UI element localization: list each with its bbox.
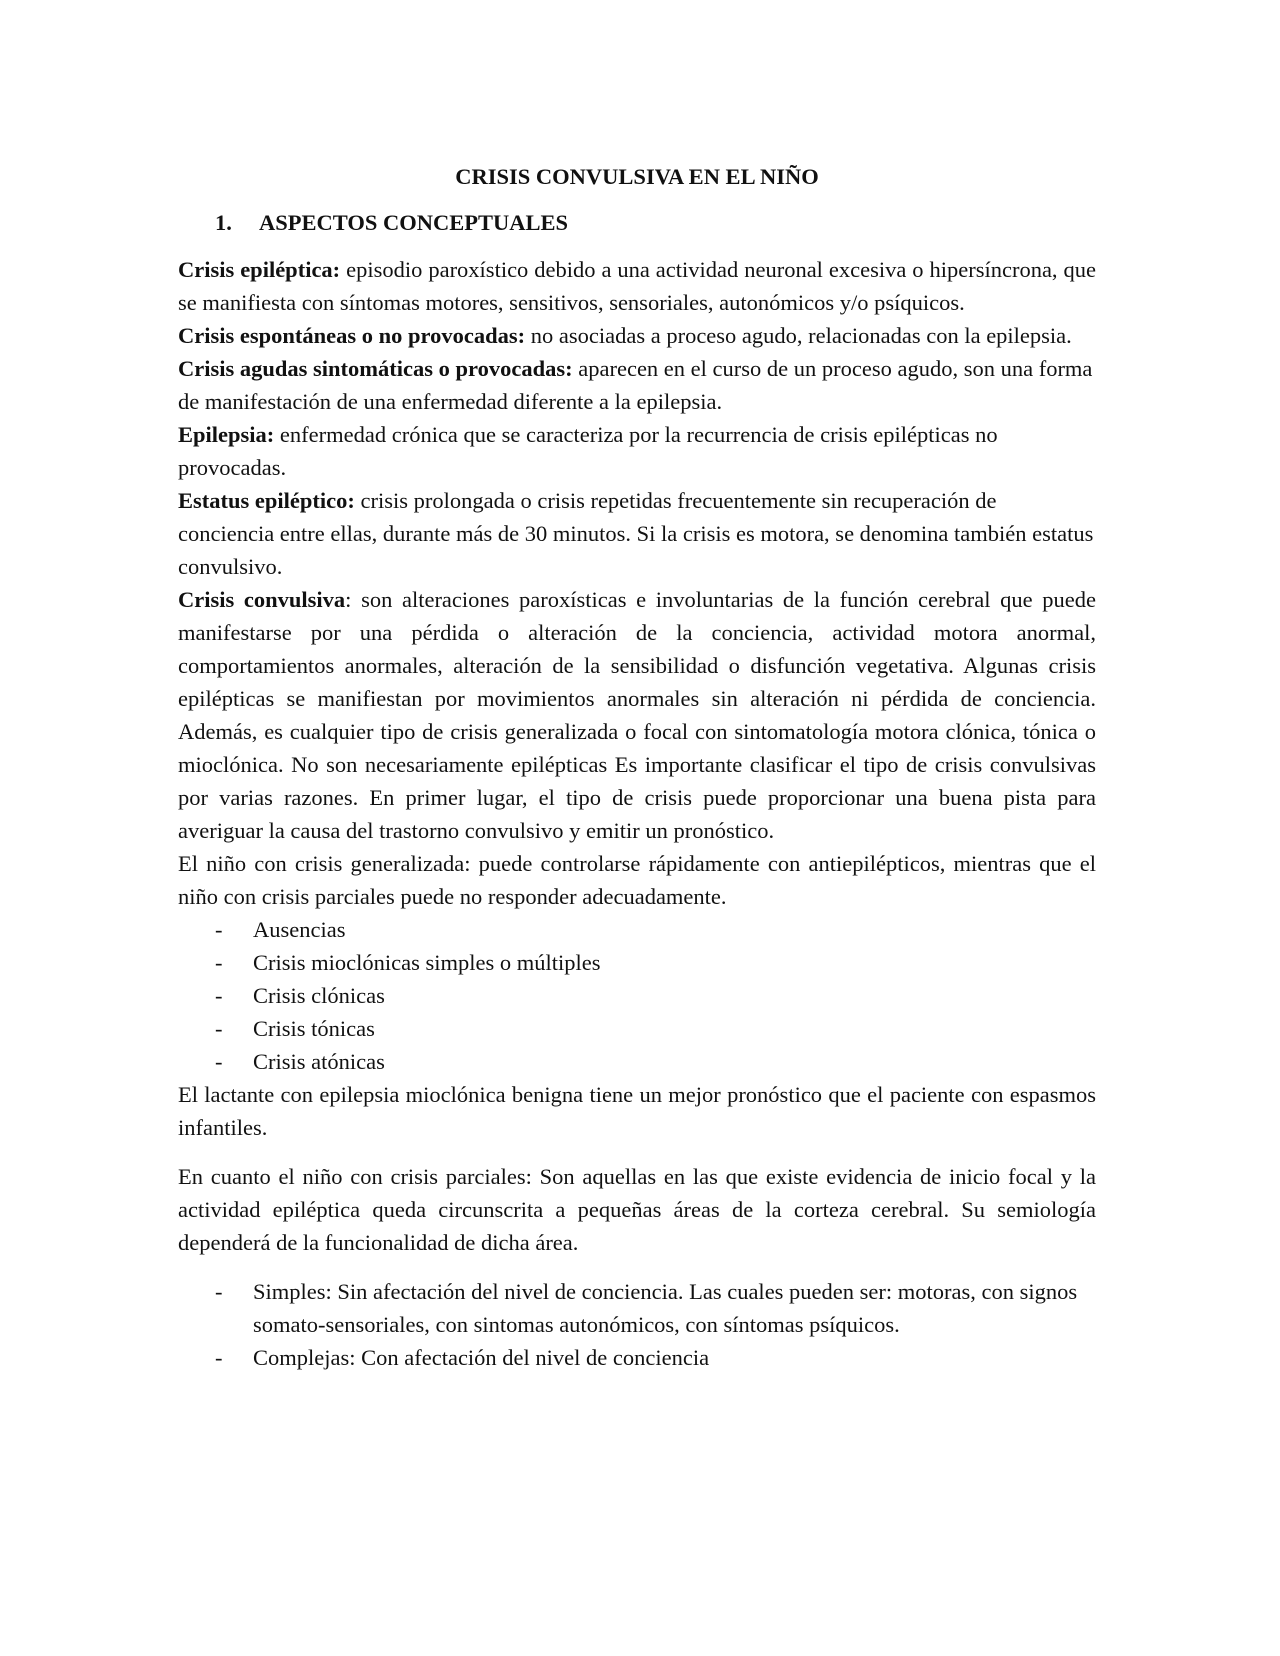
list-item	[178, 913, 1096, 946]
definition-term: Crisis agudas sintomáticas o provocadas:	[178, 356, 573, 381]
definition-crisis-espontaneas	[178, 319, 1096, 352]
definition-text: aparecen en el curso de un proceso agudo, son una forma de manifestación de una enfermedad diferente a la epilepsia.	[178, 356, 1093, 414]
list-marker: -	[215, 950, 223, 975]
document-title: CRISIS CONVULSIVA EN EL NIÑO	[455, 164, 819, 189]
generalized-crisis-list	[178, 913, 1096, 1078]
definition-term: Epilepsia:	[178, 422, 275, 447]
definition-text: enfermedad crónica que se caracteriza por la recurrencia de crisis epilépticas no provocadas.	[178, 422, 998, 480]
list-item-text: Ausencias	[253, 917, 346, 942]
list-item	[178, 1045, 1096, 1078]
list-item	[178, 1341, 1096, 1374]
definition-crisis-epileptica	[178, 253, 1096, 319]
list-item-text: Simples: Sin afectación del nivel de conciencia. Las cuales pueden ser: motoras, con signos somato-sensoriales, con sintomas autonómicos, con síntomas psíquicos.	[253, 1279, 1078, 1337]
section-number: 1.	[215, 210, 232, 235]
partial-crisis-list	[178, 1275, 1096, 1374]
section-heading	[178, 206, 1096, 239]
list-marker: -	[215, 1016, 223, 1041]
list-item-text: Crisis mioclónicas simples o múltiples	[253, 950, 601, 975]
list-item	[178, 1012, 1096, 1045]
definition-text: : son alteraciones paroxísticas e involuntarias de la función cerebral que puede manifestarse por una pérdida o alteración de la conciencia, actividad motora anormal, comportamientos anormales, alteración de la sensibilidad o disfunción vegetativa. Algunas crisis epilépticas se manifiestan por movimientos anormales sin alteración ni pérdida de conciencia. Además, es cualquier tipo de crisis generalizada o focal con sintomatología motora clónica, tónica o mioclónica. No son necesariamente epilépticas Es importante clasificar el tipo de crisis convulsivas por varias razones. En primer lugar, el tipo de crisis puede proporcionar una buena pista para averiguar la causa del trastorno convulsivo y emitir un pronóstico.	[178, 587, 1096, 843]
paragraph-spacer	[178, 1259, 1096, 1275]
definition-term: Estatus epiléptico:	[178, 488, 355, 513]
definition-term: Crisis convulsiva	[178, 587, 346, 612]
definition-text: no asociadas a proceso agudo, relacionadas con la epilepsia.	[525, 323, 1072, 348]
document-body	[178, 160, 1096, 1374]
definition-epilepsia	[178, 418, 1096, 484]
definition-text: crisis prolongada o crisis repetidas frecuentemente sin recuperación de conciencia entre ellas, durante más de 30 minutos. Si la crisis es motora, se denomina también estatus convulsivo.	[178, 488, 1094, 579]
list-marker: -	[215, 1049, 223, 1074]
definition-term: Crisis espontáneas o no provocadas:	[178, 323, 526, 348]
list-item	[178, 946, 1096, 979]
lactante-paragraph: El lactante con epilepsia mioclónica benigna tiene un mejor pronóstico que el paciente con espasmos infantiles.	[178, 1082, 1096, 1140]
definition-estatus-epileptico	[178, 484, 1096, 583]
list-item-text: Complejas: Con afectación del nivel de conciencia	[253, 1345, 710, 1370]
generalized-intro: El niño con crisis generalizada: puede controlarse rápidamente con antiepilépticos, mientras que el niño con crisis parciales puede no responder adecuadamente.	[178, 851, 1096, 909]
list-item-text: Crisis clónicas	[253, 983, 385, 1008]
list-marker: -	[215, 1279, 223, 1304]
list-marker: -	[215, 917, 223, 942]
list-marker: -	[215, 1345, 223, 1370]
section-title: ASPECTOS CONCEPTUALES	[259, 210, 569, 235]
list-item	[178, 979, 1096, 1012]
list-item-text: Crisis atónicas	[253, 1049, 385, 1074]
paragraph-spacer	[178, 1144, 1096, 1160]
list-marker: -	[215, 983, 223, 1008]
list-item-text: Crisis tónicas	[253, 1016, 375, 1041]
definition-crisis-convulsiva	[178, 583, 1096, 847]
definition-term: Crisis epiléptica:	[178, 257, 341, 282]
definition-crisis-agudas	[178, 352, 1096, 418]
definition-text: episodio paroxístico debido a una actividad neuronal excesiva o hipersíncrona, que se manifiesta con síntomas motores, sensitivos, sensoriales, autonómicos y/o psíquicos.	[178, 257, 1096, 315]
list-item	[178, 1275, 1096, 1341]
partial-crisis-paragraph: En cuanto el niño con crisis parciales: Son aquellas en las que existe evidencia de inicio focal y la actividad epiléptica queda circunscrita a pequeñas áreas de la corteza cerebral. Su semiología dependerá de la funcionalidad de dicha área.	[178, 1164, 1096, 1255]
